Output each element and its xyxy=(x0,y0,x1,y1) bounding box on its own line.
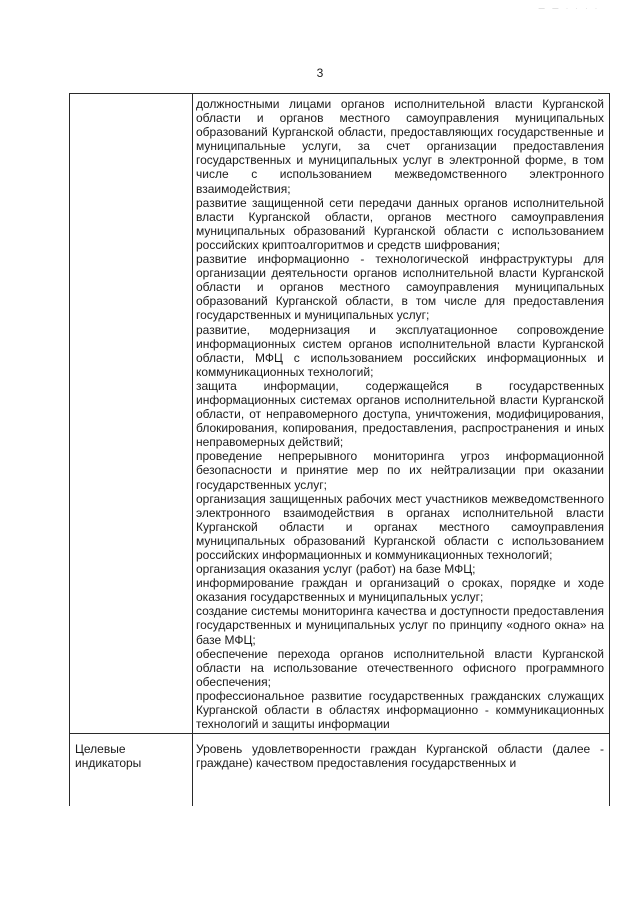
task-paragraph: развитие информационно - технологической инфраструктуры для организации деятельности органов исполнительной власти Курганской области и органов местного самоуправления муниципальных образований Курганской области, в том числе для предоставления государственных и муниципальных услуг; xyxy=(196,252,604,323)
task-paragraph: создание системы мониторинга качества и доступности предоставления государственных и муниципальных услуг по принципу «одного окна» на базе МФЦ; xyxy=(196,604,604,647)
table-row xyxy=(70,94,610,734)
target-indicators-label-cell xyxy=(70,734,193,807)
program-passport-table xyxy=(69,93,610,806)
table-row xyxy=(70,734,610,807)
scan-artifact-marks: — — · · · · xyxy=(538,6,600,12)
task-paragraph: обеспечение перехода органов исполнительной власти Курганской области на использование отечественного офисного программного обеспечения; xyxy=(196,646,604,689)
task-paragraph: защита информации, содержащейся в государственных информационных системах органов исполнительной власти Курганской области, от неправомерного доступа, уничтожения, модифицирования, блокирования, копирования, предоставления, распространения и иных неправомерных действий; xyxy=(196,378,604,450)
tasks-cell xyxy=(193,94,610,734)
task-paragraph: должностными лицами органов исполнительной власти Курганской области и органов местного самоуправления муниципальных образований Курганской области, предоставляющих государственные и муниципальные услуги, за счет организации предоставления государственных и муниципальных услуг в электронной форме, в том числе с использованием межведомственного электронного взаимодействия; xyxy=(196,97,604,196)
target-indicators-cell xyxy=(193,734,610,807)
task-paragraph: развитие защищенной сети передачи данных органов исполнительной власти Курганской области, органов местного самоуправления муниципальных образований Курганской области с использованием российских криптоалгоритмов и средств шифрования; xyxy=(196,195,604,252)
page-number: 3 xyxy=(316,66,324,80)
task-paragraph: информирование граждан и организаций о сроках, порядке и ходе оказания государственных и муниципальных услуг; xyxy=(196,576,604,605)
task-paragraph: организация оказания услуг (работ) на базе МФЦ; xyxy=(196,562,476,577)
task-paragraph: организация защищенных рабочих мест участников межведомственного электронного взаимодействия в органах исполнительной власти Курганской области и органах местного самоуправления муниципальных образований Курганской области с использованием российских информационных и коммуникационных технологий; xyxy=(196,491,604,562)
task-paragraph: развитие, модернизация и эксплуатационное сопровождение информационных систем органов исполнительной власти Курганской области, МФЦ с использованием российских информационных и коммуникационных технологий; xyxy=(196,322,604,379)
indicator-text: Уровень удовлетворенности граждан Курганской области (далее - граждане) качеством предоставления государственных и xyxy=(196,742,604,771)
target-indicators-label: Целевые индикаторы xyxy=(75,742,142,771)
task-paragraph: профессиональное развитие государственных гражданских служащих Курганской области в областях информационно - коммуникационных технологий и защиты информации xyxy=(196,688,604,732)
task-paragraph: проведение непрерывного мониторинга угроз информационной безопасности и принятие мер по их нейтрализации при оказании государственных услуг; xyxy=(196,449,604,492)
row-label-empty xyxy=(70,94,193,734)
